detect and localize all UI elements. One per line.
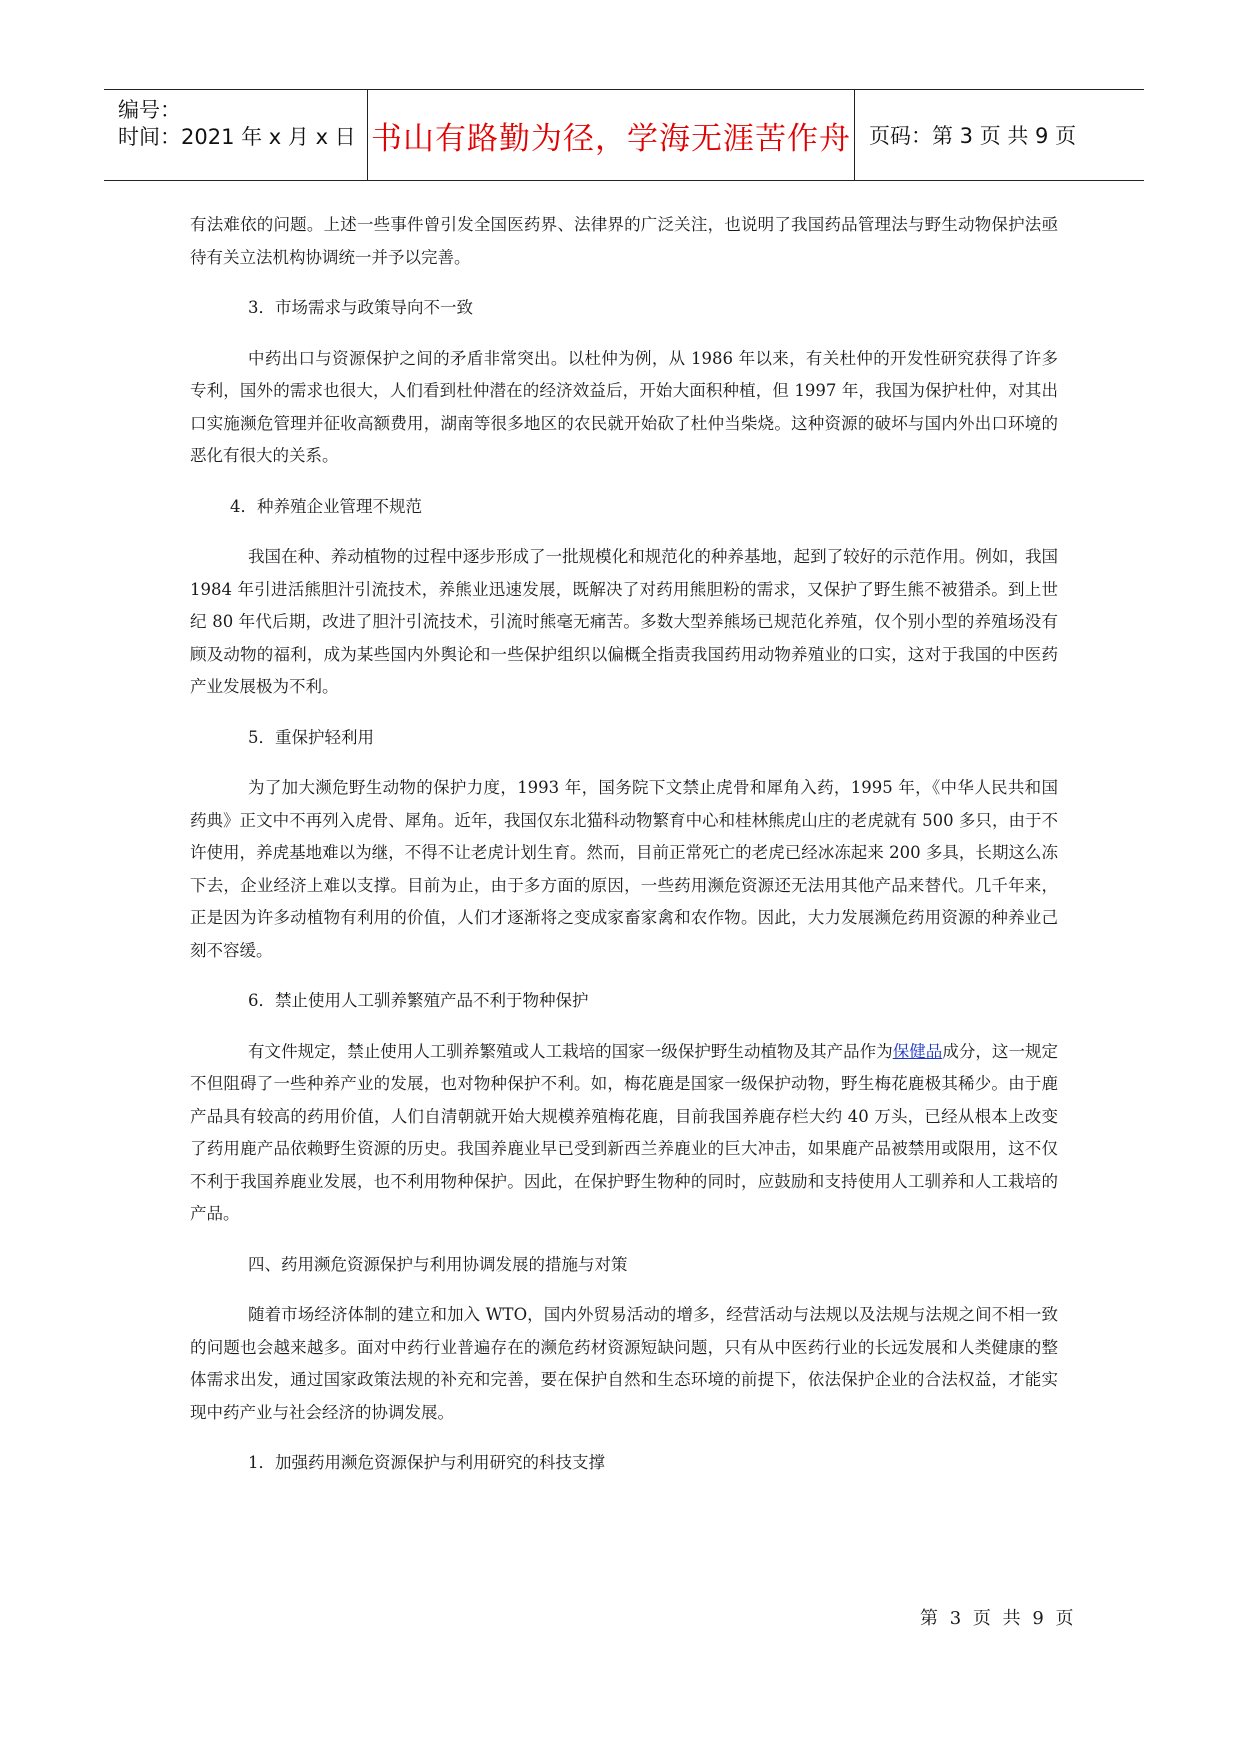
- header-page-label: 页码：第 3 页 共 9 页: [869, 124, 1077, 148]
- section-heading: 6．禁止使用人工驯养繁殖产品不利于物种保护: [248, 991, 589, 1010]
- paragraph-text: 有文件规定，禁止使用人工驯养繁殖或人工栽培的国家一级保护野生动植物及其产品作为: [248, 1041, 893, 1061]
- document-time-label: 时间：2021 年 x 月 x 日: [118, 125, 356, 149]
- document-body: [190, 209, 1058, 1498]
- header-motto: 书山有路勤为径，学海无涯苦作舟: [368, 90, 855, 180]
- paragraph: 为了加大濒危野生动物的保护力度，1993 年，国务院下文禁止虎骨和犀角入药，1995 年，《中华人民共和国药典》正文中不再列入虎骨、犀角。近年，我国仅东北猫科动物繁育中心和桂林熊虎山庄的老虎就有 500 多只，由于不许使用，养虎基地难以为继，不得不让老虎计划生育。然而，目前正常死亡的老虎已经冰冻起来 200 多具，长期这么冻下去，企业经济上难以支撑。目前为止，由于多方面的原因，一些药用濒危资源还无法用其他产品来替代。几千年来，正是因为许多动植物有利用的价值，人们才逐渐将之变成家畜家禽和农作物。因此，大力发展濒危药用资源的种养业己刻不容缓。: [190, 778, 1058, 960]
- page-footer: 第 3 页 共 9 页: [920, 1608, 1077, 1629]
- document-code-label: 编号：: [118, 98, 181, 122]
- paragraph: 我国在种、养动植物的过程中逐步形成了一批规模化和规范化的种养基地，起到了较好的示范作用。例如，我国 1984 年引进活熊胆汁引流技术，养熊业迅速发展，既解决了对药用熊胆粉的需求，又保护了野生熊不被猎杀。到上世纪 80 年代后期，改进了胆汁引流技术，引流时熊毫无痛苦。多数大型养熊场已规范化养殖，仅个别小型的养殖场没有顾及动物的福利，成为某些国内外舆论和一些保护组织以偏概全指责我国药用动物养殖业的口实，这对于我国的中医药产业发展极为不利。: [190, 547, 1058, 696]
- paragraph: 随着市场经济体制的建立和加入 WTO，国内外贸易活动的增多，经营活动与法规以及法规与法规之间不相一致的问题也会越来越多。面对中药行业普遍存在的濒危药材资源短缺问题，只有从中医药行业的长远发展和人类健康的整体需求出发，通过国家政策法规的补充和完善，要在保护自然和生态环境的前提下，依法保护企业的合法权益，才能实现中药产业与社会经济的协调发展。: [190, 1305, 1058, 1422]
- section-heading: 4．种养殖企业管理不规范: [230, 496, 422, 516]
- section-heading: 3．市场需求与政策导向不一致: [248, 298, 473, 317]
- section-heading: 1．加强药用濒危资源保护与利用研究的科技支撑: [248, 1453, 605, 1472]
- health-product-link[interactable]: 保健品: [892, 1041, 943, 1061]
- paragraph: 有法难依的问题。上述一些事件曾引发全国医药界、法律界的广泛关注，也说明了我国药品管理法与野生动物保护法亟待有关立法机构协调统一并予以完善。: [190, 215, 1058, 267]
- section-heading: 四、药用濒危资源保护与利用协调发展的措施与对策: [248, 1254, 628, 1274]
- section-heading: 5．重保护轻利用: [248, 727, 374, 747]
- paragraph: [190, 1036, 1058, 1231]
- paragraph-text: 成分，这一规定不但阻碍了一些种养产业的发展，也对物种保护不利。如，梅花鹿是国家一级保护动物，野生梅花鹿极其稀少。由于鹿产品具有较高的药用价值，人们自清朝就开始大规模养殖梅花鹿，目前我国养鹿存栏大约 40 万头，已经从根本上改变了药用鹿产品依赖野生资源的历史。我国养鹿业早已受到新西兰养鹿业的巨大冲击，如果鹿产品被禁用或限用，这不仅不利于我国养鹿业发展，也不利用物种保护。因此，在保护野生物种的同时，应鼓励和支持使用人工驯养和人工栽培的产品。: [190, 1041, 1058, 1223]
- page-header: [104, 89, 1144, 181]
- header-meta-cell: [104, 90, 368, 180]
- paragraph: 中药出口与资源保护之间的矛盾非常突出。以杜仲为例，从 1986 年以来，有关杜仲的开发性研究获得了许多专利，国外的需求也很大，人们看到杜仲潜在的经济效益后，开始大面积种植，但 1997 年，我国为保护杜仲，对其出口实施濒危管理并征收高额费用，湖南等很多地区的农民就开始砍了杜仲当柴烧。这种资源的破坏与国内外出口环境的恶化有很大的关系。: [190, 348, 1058, 465]
